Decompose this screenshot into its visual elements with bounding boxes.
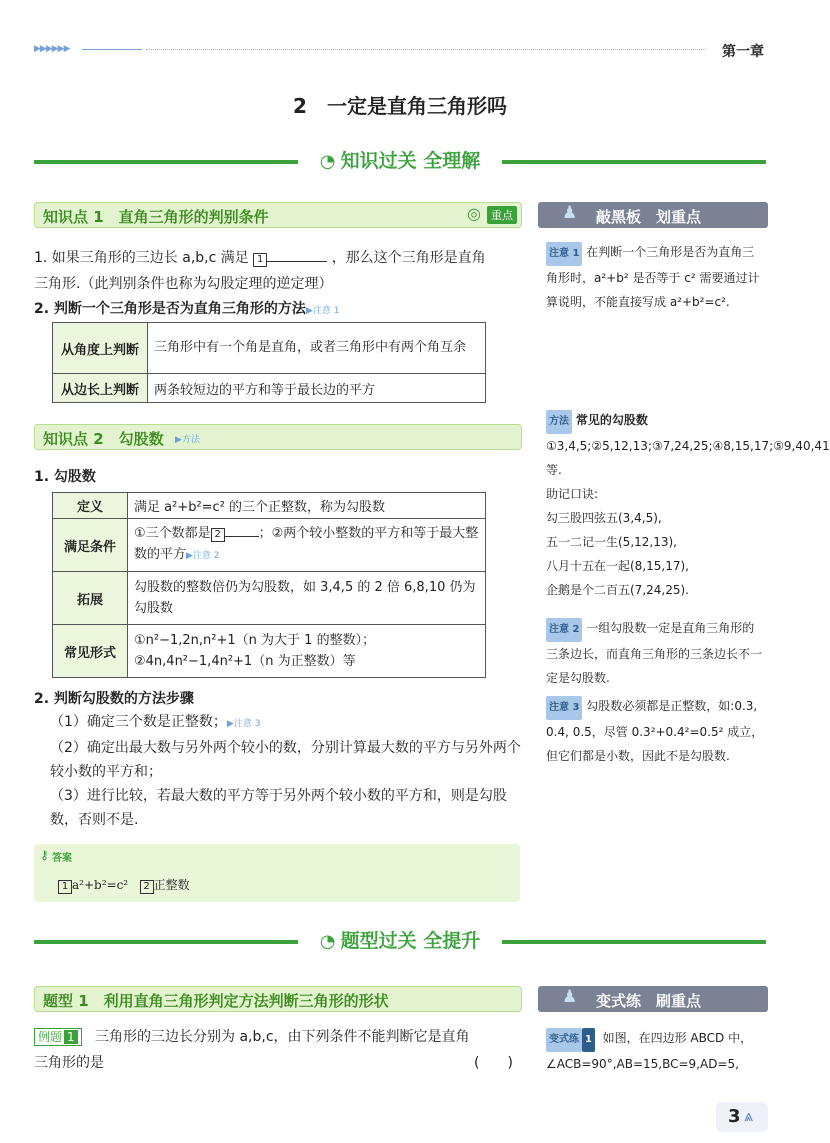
- spiral-icon: ◔: [319, 151, 336, 172]
- right-exercise-1: 变式练 1 如图，在四边形 ABCD 中， ∠ACB=90°,AB=15,BC=9,AD=5,: [546, 1026, 764, 1076]
- table-head: 从边长上判断: [53, 374, 148, 403]
- chapter-label: 第一章: [722, 44, 764, 60]
- kp2-title: 知识点 2 勾股数: [43, 430, 164, 448]
- teacher-icon: ♟: [562, 203, 578, 223]
- kp2-table: [52, 492, 486, 678]
- page-number-box: [716, 1102, 768, 1132]
- kp1-table: [52, 322, 486, 403]
- answer-box: ⚷ 答案 1 a²+b²=c² 2 正整数: [34, 844, 520, 902]
- right-method: 方法 常见的勾股数 ①3,4,5;②5,12,13;③7,24,25;④8,15,17;⑤9,40,41 等. 助记口诀: 勾三股四弦五(3,4,5), 五一二记一生(5,12,13), 八月十五在一起(8,15,17), 企鹅是个二百五(7,24,25).: [546, 408, 764, 602]
- kp1-bar: [34, 202, 522, 228]
- section-rule-right: [502, 160, 766, 164]
- answer-label: 答案: [52, 853, 72, 864]
- table-cell: 三角形中有一个角是直角，或者三角形中有两个角互余: [148, 323, 486, 374]
- type1-title: 题型 1 利用直角三角形判定方法判断三角形的形状: [43, 992, 389, 1010]
- kp1-title: 知识点 1 直角三角形的判别条件: [43, 208, 269, 226]
- answer-paren: ( ): [474, 1055, 513, 1071]
- section-rule-right-2: [502, 940, 766, 944]
- spiral-icon: ◔: [319, 931, 336, 952]
- example-1: 例题 1 三角形的三边长分别为 a,b,c，由下列条件不能判断它是直角 三角形的是 ( ): [34, 1024, 520, 1076]
- right-note-3: 注意 3 勾股数必须都是正整数，如:0.3, 0.4, 0.5，尽管 0.3²+0.4²=0.5² 成立，但它们都是小数，因此不是勾股数.: [546, 694, 764, 768]
- top-rule: [82, 49, 142, 50]
- target-icon: ◎: [467, 204, 481, 223]
- table-cell: ①三个数都是 2 ；②两个较小整数的平方和等于最大整数的平方▶注意 2: [128, 519, 486, 572]
- table-head: 满足条件: [53, 519, 128, 572]
- section-banner-1: ◔ 知识过关 全理解: [319, 150, 481, 172]
- table-head: 常见形式: [53, 625, 128, 678]
- kp2-item1: 1. 勾股数: [34, 469, 96, 485]
- right-note-1: 注意 1 在判断一个三角形是否为直角三角形时，a²+b² 是否等于 c² 需要通过计算说明，不能直接写成 a²+b²=c².: [546, 240, 764, 314]
- kp1-item2: 2. 判断一个三角形是否为直角三角形的方法▶注意 1: [34, 301, 340, 317]
- right-head-2: ♟ 变式练 刷重点: [538, 986, 768, 1012]
- table-head: 定义: [53, 493, 128, 519]
- table-cell: 勾股数的整数倍仍为勾股数，如 3,4,5 的 2 倍 6,8,10 仍为勾股数: [128, 572, 486, 625]
- type1-bar: [34, 986, 522, 1012]
- table-cell: 满足 a²+b²=c² 的三个正整数，称为勾股数: [128, 493, 486, 519]
- compass-icon: ⩓: [744, 1106, 754, 1125]
- section-rule-left-2: [34, 940, 298, 944]
- section-banner-2: ◔ 题型过关 全提升: [319, 930, 481, 952]
- kp2-bar: 知识点 2 勾股数 ▶方法: [34, 424, 522, 450]
- kp1-item1: 1. 如果三角形的三边长 a,b,c 满足 1 ，那么这个三角形是直角 三角形.（此判别条件也称为勾股定理的逆定理）: [34, 250, 486, 292]
- top-arrows: ▶▶▶▶▶▶: [34, 44, 70, 54]
- page-number: 3: [728, 1106, 741, 1127]
- table-head: 从角度上判断: [53, 323, 148, 374]
- key-icon: ⚷: [40, 848, 49, 862]
- kp2-item2: 2. 判断勾股数的方法步骤: [34, 691, 194, 707]
- section-rule-left: [34, 160, 298, 164]
- page-title: 2 一定是直角三角形吗: [293, 94, 507, 118]
- example-label: 例题 1: [34, 1028, 82, 1046]
- kp1-badge: 重点: [487, 206, 517, 224]
- right-note-2: 注意 2 一组勾股数一定是直角三角形的三条边长，而直角三角形的三条边长不一定是勾股数.: [546, 616, 764, 690]
- top-dotted-rule: [146, 49, 706, 50]
- right-head-1: ♟ 敲黑板 划重点: [538, 202, 768, 228]
- table-head: 拓展: [53, 572, 128, 625]
- table-cell: 两条较短边的平方和等于最长边的平方: [148, 374, 486, 403]
- table-cell: ①n²−1,2n,n²+1（n 为大于 1 的整数）；②4n,4n²−1,4n²+1（n 为正整数）等: [128, 625, 486, 678]
- kp2-steps: （1）确定三个数是正整数；▶注意 3 （2）确定出最大数与另外两个较小的数，分别计算最大数的平方与另外两个较小数的平方和； （3）进行比较，若最大数的平方等于另外两个较小数的平方和，则是勾股数，否则不是.: [50, 714, 521, 828]
- teacher-icon: ♟: [562, 987, 578, 1007]
